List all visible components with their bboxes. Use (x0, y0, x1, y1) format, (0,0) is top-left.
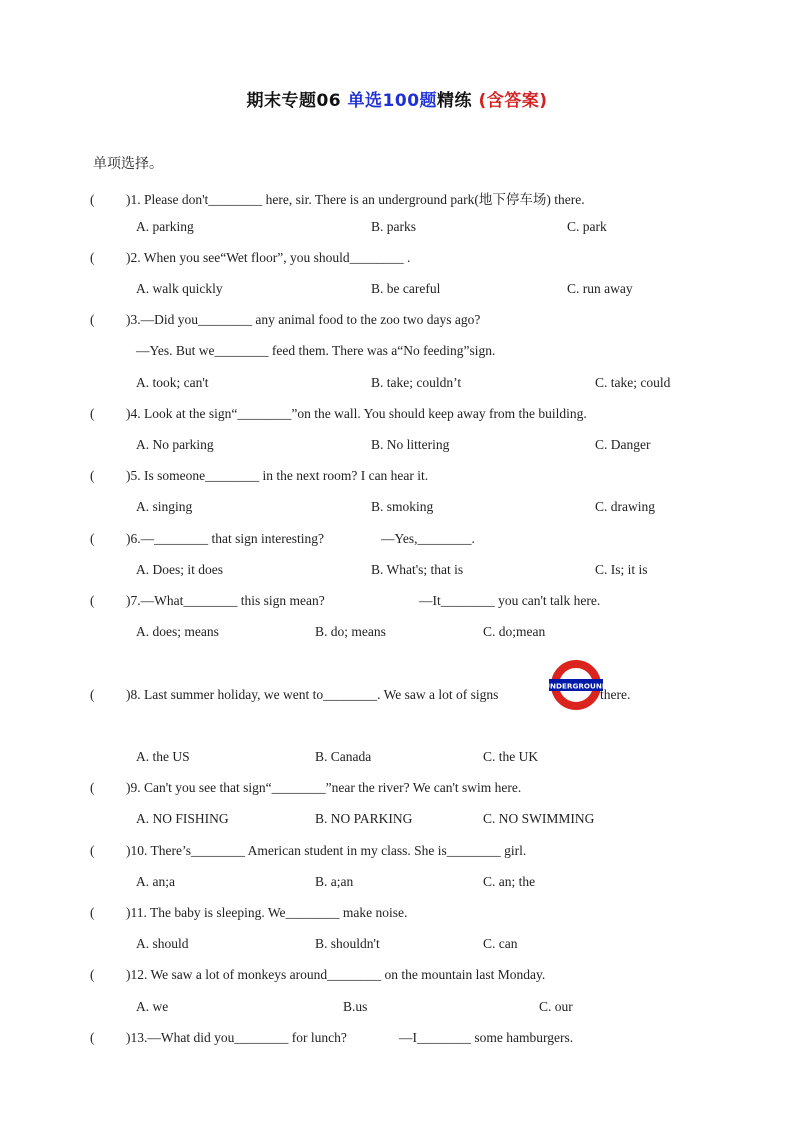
question-13: ( )13.—What did you________ for lunch? (90, 1030, 347, 1045)
option-b: B. a;an (315, 874, 354, 889)
option-b: B. NO PARKING (315, 811, 413, 826)
option-b: B. take; couldn’t (371, 375, 462, 390)
option-a: A. should (136, 936, 189, 951)
question-8: ( )8. Last summer holiday, we went to________. We saw a lot of signs (90, 687, 499, 702)
option-a: A. does; means (136, 624, 219, 639)
question-3: ( )3.—Did you________ any animal food to the zoo two days ago? (90, 312, 481, 327)
option-c: C. park (567, 219, 607, 234)
option-c: C. the UK (483, 749, 539, 764)
option-a: A. an;a (136, 874, 175, 889)
question-13-answer: —I________ some hamburgers. (399, 1030, 574, 1045)
underground-roundel-icon (544, 658, 608, 712)
question-1: ( )1. Please don't________ here, sir. There is an underground park(地下停车场) there. (90, 192, 585, 207)
option-a: A. Does; it does (136, 562, 223, 577)
question-12: ( )12. We saw a lot of monkeys around________ on the mountain last Monday. (90, 967, 546, 982)
option-c: C. can (483, 936, 518, 951)
option-c: C. run away (567, 281, 633, 296)
option-c: C. do;mean (483, 624, 546, 639)
option-c: C. Is; it is (595, 562, 648, 577)
option-a: A. NO FISHING (136, 811, 229, 826)
page-title: 期末专题06 单选100题精练 (含答案) (246, 91, 548, 111)
option-b: B.us (343, 999, 368, 1014)
option-c: C. Danger (595, 437, 651, 452)
option-a: A. No parking (136, 437, 214, 452)
roundel-label: UNDERGROUND (544, 681, 608, 691)
option-a: A. singing (136, 499, 193, 514)
option-b: B. smoking (371, 499, 434, 514)
option-b: B. do; means (315, 624, 386, 639)
question-6: ( )6.—________ that sign interesting? (90, 531, 324, 546)
question-3-line-2: —Yes. But we________ feed them. There was a“No feeding”sign. (136, 343, 496, 358)
option-a: A. we (136, 999, 169, 1014)
question-9: ( )9. Can't you see that sign“________”near the river? We can't swim here. (90, 780, 522, 795)
question-4: ( )4. Look at the sign“________”on the wall. You should keep away from the building. (90, 406, 587, 421)
question-11: ( )11. The baby is sleeping. We________ make noise. (90, 905, 408, 920)
option-b: B. Canada (315, 749, 372, 764)
option-c: C. an; the (483, 874, 536, 889)
option-b: B. parks (371, 219, 416, 234)
question-7: ( )7.—What________ this sign mean? (90, 593, 325, 608)
option-c: C. our (539, 999, 573, 1014)
option-b: B. What's; that is (371, 562, 464, 577)
question-8-tail: there. (600, 687, 631, 702)
option-c: C. take; could (595, 375, 671, 390)
option-b: B. be careful (371, 281, 441, 296)
option-c: C. drawing (595, 499, 655, 514)
option-b: B. No littering (371, 437, 450, 452)
option-a: A. took; can't (136, 375, 209, 390)
option-b: B. shouldn't (315, 936, 380, 951)
question-2: ( )2. When you see“Wet floor”, you should________ . (90, 250, 411, 265)
question-5: ( )5. Is someone________ in the next room? I can hear it. (90, 468, 429, 483)
question-10: ( )10. There’s________ American student in my class. She is________ girl. (90, 843, 527, 858)
section-heading: 单项选择。 (93, 156, 163, 172)
option-c: C. NO SWIMMING (483, 811, 595, 826)
option-a: A. the US (136, 749, 190, 764)
question-6-answer: —Yes,________. (381, 531, 475, 546)
option-a: A. parking (136, 219, 194, 234)
option-a: A. walk quickly (136, 281, 223, 296)
question-7-answer: —It________ you can't talk here. (419, 593, 601, 608)
